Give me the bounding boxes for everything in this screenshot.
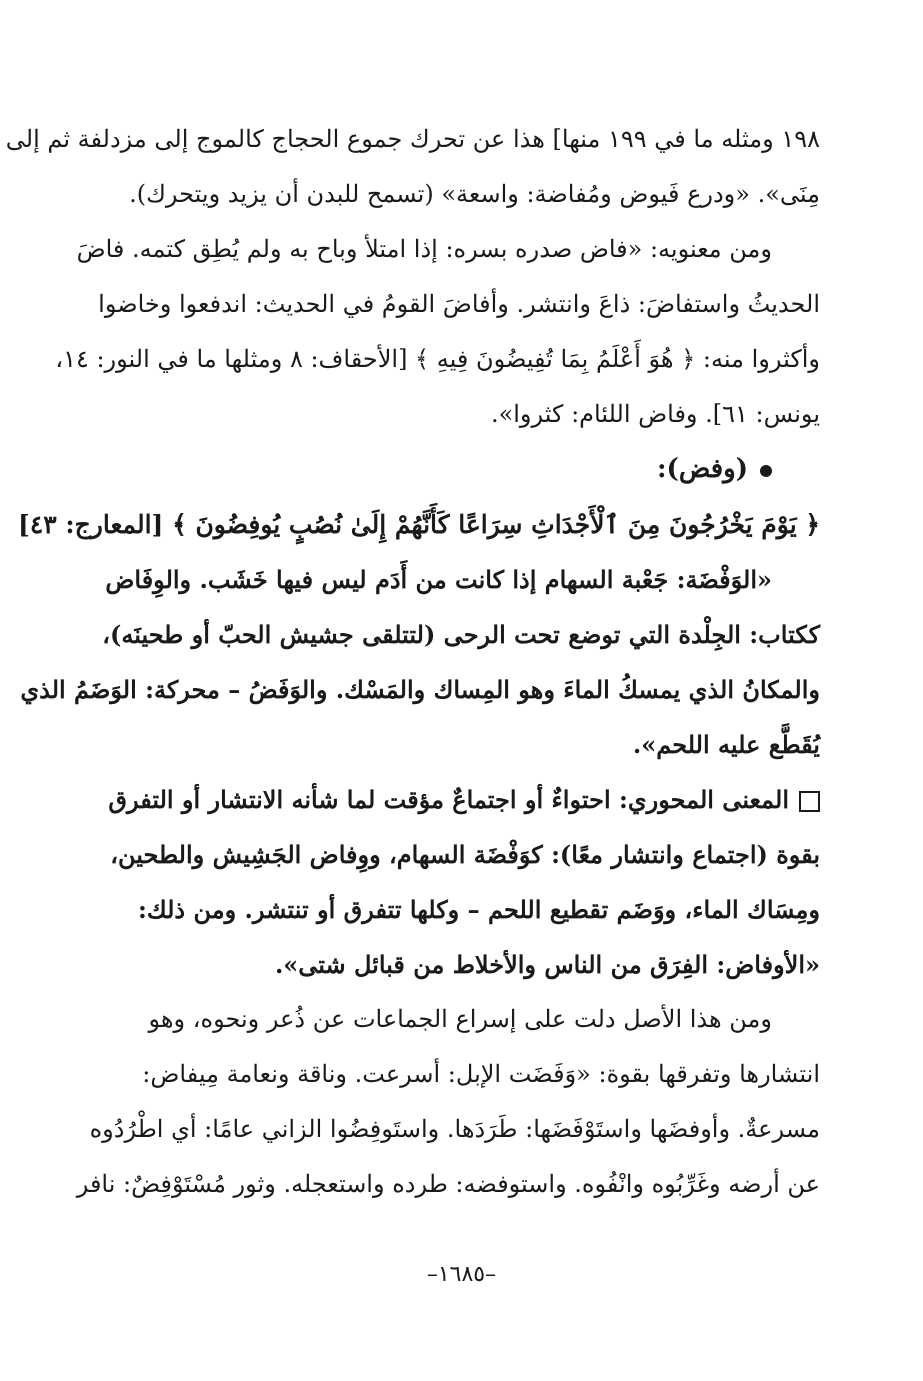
section-heading [110, 442, 820, 497]
text-line: ومِسَاك الماء، ووَضَم تقطيع اللحم – وكلها تتفرق أو تنتشر. ومن ذلك: [138, 895, 820, 924]
text-line: يُقَطَّع عليه اللحم». [632, 730, 820, 759]
text-line: مِنَى». «ودرع فَيوض ومُفاضة: واسعة» (تسمح للبدن أن يزيد ويتحرك). [129, 180, 820, 208]
text-line: وأكثروا منه: ﴿ هُوَ أَعْلَمُ بِمَا تُفِيضُونَ فِيهِ ﴾ [الأحقاف: ٨ ومثلها ما في النور: ١٤، [55, 345, 820, 373]
bullet-icon [760, 465, 772, 477]
core-meaning-text: المعنى المحوري: احتواءٌ أو اجتماعٌ مؤقت لما شأنه الانتشار أو التفرق [108, 785, 789, 814]
text-line: ككتاب: الجِلْدة التي توضع تحت الرحى (لتتلقى جشيش الحبّ أو طحينَه)، [102, 620, 820, 649]
text-line: «الأوفاض: الفِرَق من الناس والأخلاط من قبائل شتى». [274, 950, 820, 979]
text-line: ومن هذا الأصل دلت على إسراع الجماعات عن ذُعر ونحوه، وهو [148, 1005, 772, 1033]
quran-verse: ﴿ يَوْمَ يَخْرُجُونَ مِنَ ٱلْأَجْدَاثِ سِرَاعًا كَأَنَّهُمْ إِلَىٰ نُصُبٍ يُوفِضُونَ ﴾ [المعارج: ٤٣] [18, 510, 820, 539]
text-line: انتشارها وتفرقها بقوة: «وَفَضَت الإبل: أسرعت. وناقة ونعامة مِيفاض: [142, 1060, 820, 1088]
text-line: ومن معنويه: «فاض صدره بسره: إذا امتلأ وباح به ولم يُطِق كتمه. فاضَ [76, 235, 772, 263]
text-line: عن أرضه وغَرِّبُوه وانْفُوه. واستوفضه: طرده واستعجله. وثور مُسْتَوْفِضٌ: نافر [76, 1170, 820, 1198]
page-body [5, 112, 820, 1212]
text-line: مسرعةٌ. وأوفضَها واستَوْفَضَها: طَرَدَها. واستَوفِضُوا الزاني عامًا: أي اطْرُدُوه [89, 1115, 820, 1143]
section-heading-label: (وفض): [656, 454, 748, 484]
text-line: «الوَفْضَة: جَعْبة السهام إذا كانت من أَدَم ليس فيها خَشَب. والوِفَاض [105, 565, 772, 594]
square-icon [799, 791, 820, 812]
core-meaning-line [110, 772, 820, 827]
text-line: ١٩٨ ومثله ما في ١٩٩ منها] هذا عن تحرك جموع الحجاج كالموج إلى مزدلفة ثم إلى [5, 125, 820, 153]
text-line: يونس: ٦١]. وفاض اللئام: كثروا». [490, 400, 820, 428]
page-number: –١٦٨٥– [426, 1262, 497, 1287]
text-line: والمكانُ الذي يمسكُ الماءَ وهو المِساك والمَسْك. والوَفَضُ – محركة: الوَضَمُ الذي [20, 675, 820, 704]
text-line: الحديثُ واستفاضَ: ذاعَ وانتشر. وأفاضَ القومُ في الحديث: اندفعوا وخاضوا [98, 290, 820, 318]
text-line: بقوة (اجتماع وانتشار معًا): كوَفْضَة السهام، ووِفاض الجَشِيش والطحين، [110, 840, 820, 869]
